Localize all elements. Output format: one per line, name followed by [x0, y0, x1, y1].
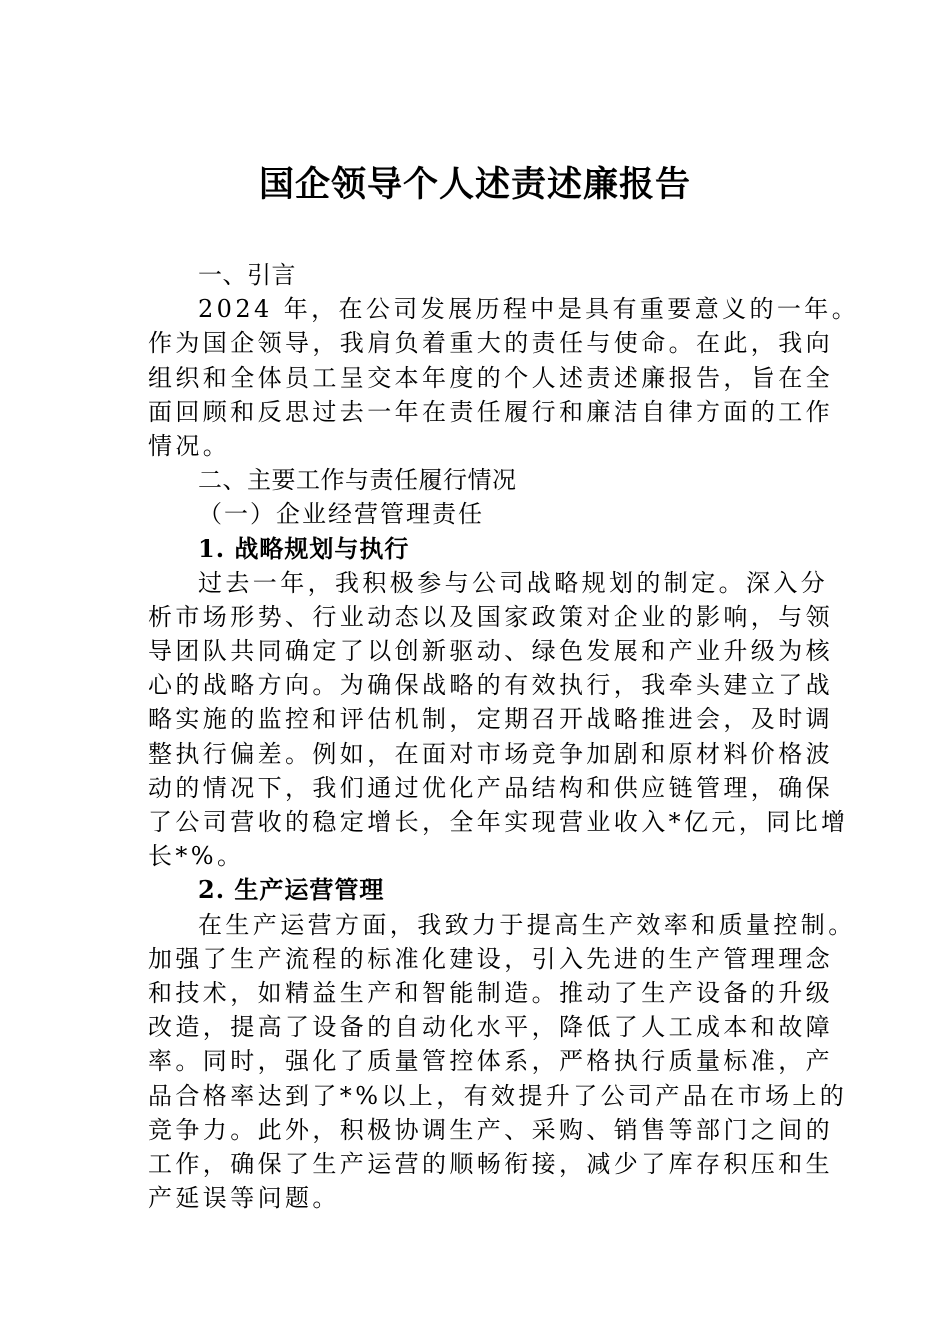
paragraph-line: 率。同时，强化了质量管控体系，严格执行质量标准，产: [148, 1047, 833, 1076]
paragraph-line: 工作，确保了生产运营的顺畅衔接，减少了库存积压和生: [148, 1149, 833, 1178]
paragraph-line: 了公司营收的稳定增长，全年实现营业收入*亿元，同比增: [148, 808, 849, 836]
section-heading: 一、引言: [198, 261, 296, 289]
subsection-heading: （一）企业经营管理责任: [198, 500, 484, 529]
paragraph-line: 过去一年，我积极参与公司战略规划的制定。深入分: [198, 568, 829, 597]
paragraph-line: 和技术，如精益生产和智能制造。推动了生产设备的升级: [148, 978, 833, 1007]
document-body: [148, 258, 860, 1215]
paragraph-line: 略实施的监控和评估机制，定期召开战略推进会，及时调: [148, 705, 833, 734]
paragraph-line: 析市场形势、行业动态以及国家政策对企业的影响，与领: [148, 602, 833, 631]
paragraph-line: 动的情况下，我们通过优化产品结构和供应链管理，确保: [148, 773, 833, 802]
item-heading: 2. 生产运营管理: [198, 875, 385, 905]
paragraph-line: 导团队共同确定了以创新驱动、绿色发展和产业升级为核: [148, 637, 833, 666]
paragraph-line: 改造，提高了设备的自动化水平，降低了人工成本和故障: [148, 1013, 833, 1042]
paragraph-line: 产延误等问题。: [148, 1184, 340, 1213]
paragraph-line: 面回顾和反思过去一年在责任履行和廉洁自律方面的工作: [148, 397, 833, 426]
section-heading: 二、主要工作与责任履行情况: [198, 466, 517, 495]
paragraph-line: 组织和全体员工呈交本年度的个人述责述廉报告，旨在全: [148, 363, 833, 392]
paragraph-line: 竞争力。此外，积极协调生产、采购、销售等部门之间的: [148, 1115, 833, 1144]
paragraph-line: 情况。: [148, 431, 231, 460]
paragraph-line: 长*%。: [148, 842, 245, 871]
item-heading: 1. 战略规划与执行: [198, 533, 410, 563]
paragraph-line: 作为国企领导，我肩负着重大的责任与使命。在此，我向: [148, 329, 833, 358]
paragraph-line: 心的战略方向。为确保战略的有效执行，我牵头建立了战: [148, 671, 833, 700]
paragraph-line: 2024 年，在公司发展历程中是具有重要意义的一年。: [198, 295, 860, 324]
paragraph-line: 整执行偏差。例如，在面对市场竞争加剧和原材料价格波: [148, 739, 833, 768]
paragraph-line: 加强了生产流程的标准化建设，引入先进的生产管理理念: [148, 944, 833, 973]
paragraph-line: 品合格率达到了*%以上，有效提升了公司产品在市场上的: [148, 1081, 848, 1110]
paragraph-line: 在生产运营方面，我致力于提高生产效率和质量控制。: [198, 910, 856, 939]
document-title: 国企领导个人述责述廉报告: [258, 164, 691, 205]
